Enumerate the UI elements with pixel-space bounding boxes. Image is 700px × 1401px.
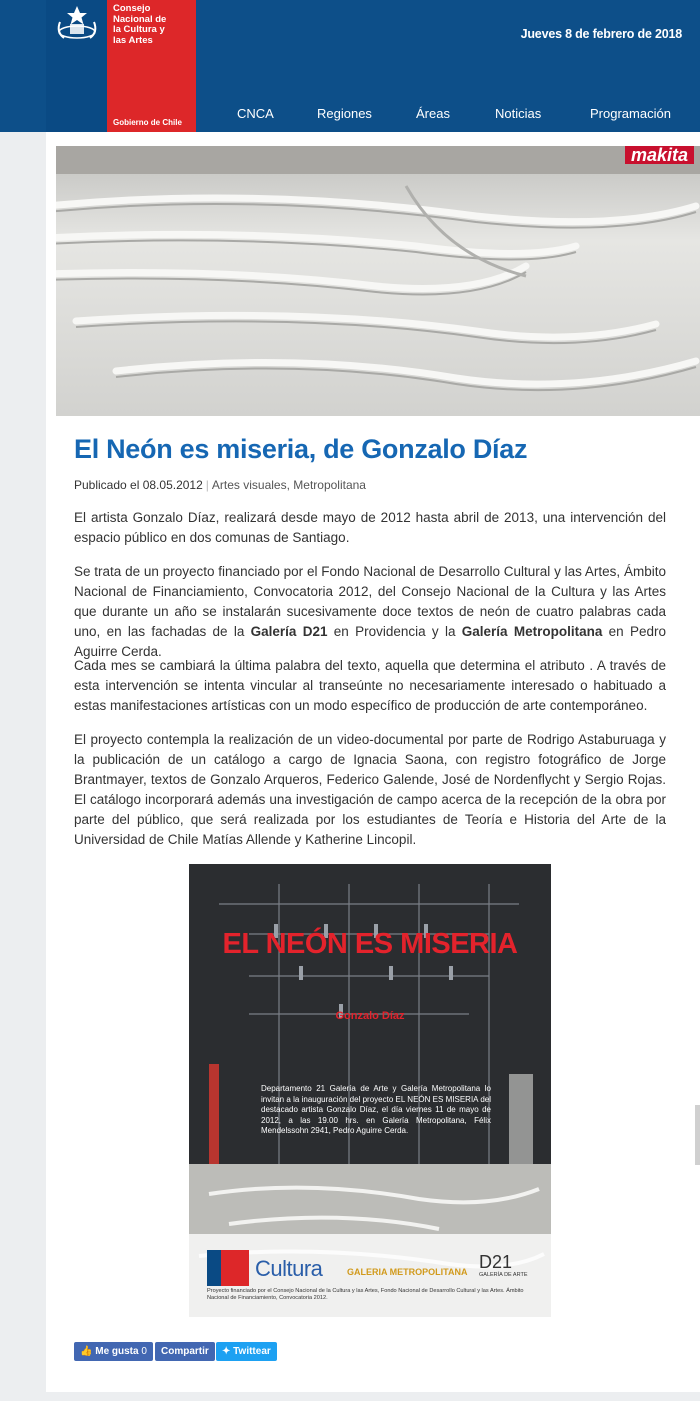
d21-logo-subtitle: GALERÍA DE ARTE	[479, 1272, 528, 1278]
nav-item-cnca[interactable]: CNCA	[237, 106, 274, 121]
d21-logo: D21	[479, 1252, 513, 1272]
article-categories[interactable]: Artes visuales, Metropolitana	[211, 478, 366, 492]
facebook-like-button[interactable]: 👍 Me gusta 0	[74, 1342, 153, 1361]
article-meta: Publicado el 08.05.2012 | Artes visuales, Metropolitana	[74, 478, 366, 492]
gobierno-chile-logo	[207, 1250, 249, 1286]
poster-title: EL NEÓN ES MISERIA	[222, 928, 518, 960]
paragraph-3: Cada mes se cambiará la última palabra del texto, aquella que determina el atributo . A través de esta intervención se intenta vincular al transeúnte no necesariamente interesado o habituado a estas manifestaciones artísticas con un modo específico de producción de arte contemporáneo.	[74, 658, 666, 713]
scrollbar-edge	[695, 1105, 700, 1165]
logo-gobierno-text: Gobierno de Chile	[113, 118, 182, 127]
paragraph-2: Se trata de un proyecto financiado por el Fondo Nacional de Desarrollo Cultural y las Artes, Ámbito Nacional de Financiamiento, Convocatoria 2012, del Consejo Nacional de la Cultura y las Artes que durante un año se instalarán sucesivamente doce textos de neón de cuatro palabras cada uno, en las fachadas de la Galería D21 en Providencia y la Galería Metropolitana en Pedro Aguirre Cerda.	[74, 564, 666, 659]
logo-text: Consejo Nacional de la Cultura y las Artes	[113, 3, 167, 46]
makita-brand-text: makita	[625, 146, 694, 164]
nav-item-programacion[interactable]: Programación	[590, 106, 671, 121]
twitter-tweet-button[interactable]: ✦ Twittear	[216, 1342, 277, 1361]
site-header	[0, 0, 700, 132]
nav-item-regiones[interactable]: Regiones	[317, 106, 372, 121]
nav-item-noticias[interactable]: Noticias	[495, 106, 542, 121]
current-date: Jueves 8 de febrero de 2018	[520, 27, 682, 41]
hero-image	[56, 146, 700, 416]
nav-item-areas[interactable]: Áreas	[416, 106, 450, 121]
like-count: 0	[141, 1346, 147, 1357]
poster-author: Gonzalo Díaz	[335, 1010, 405, 1022]
article-card	[46, 132, 700, 1392]
paragraph-4: El proyecto contempla la realización de un video-documental por parte de Rodrigo Astaburuaga y la publicación de un catálogo a cargo de Ignacia Saona, con registro fotográfico de Jorge Brantmayer, textos de Gonzalo Arqueros, Federico Galende, José de Nordenflycht y Sergio Rojas. El catálogo incorporará además una investigación de campo acerca de la recepción de la obra por parte del público, que será realizada por los estudiantes de Teoría e Historia del Arte de la Universidad de Chile Matías Allende y Katherine Lincopil.	[74, 732, 666, 847]
poster-footnote: Proyecto financiado por el Consejo Nacional de la Cultura y las Artes, Fondo Nacional de Desarrollo Cultural y las Artes. Ámbito Nacional de Financiamiento, Convocatoria 2012.	[207, 1288, 524, 1301]
poster-invitation: Departamento 21 Galería de Arte y Galería Metropolitana lo invitan a la inauguración del proyecto EL NEÓN ES MISERIA del destacado artista Gonzalo Díaz, el día viernes 11 de mayo de 2012, a las 19.00 hrs. en Galería Metropolitana, Félix Mendelssohn 2941, Pedro Aguirre Cerda.	[261, 1084, 491, 1135]
paragraph-1: El artista Gonzalo Díaz, realizará desde mayo de 2012 hasta abril de 2013, una intervención del espacio público en dos comunas de Santiago.	[74, 510, 666, 545]
cnca-logo[interactable]	[46, 0, 196, 132]
neon-tubes-photo	[56, 146, 700, 416]
galeria-d21-link: Galería D21	[250, 624, 328, 639]
facebook-share-button[interactable]: Compartir	[155, 1342, 215, 1361]
galeria-metropolitana-logo: GALERIA METROPOLITANA	[347, 1267, 468, 1277]
cultura-logo: Cultura	[255, 1256, 323, 1281]
galeria-metropolitana-link: Galería Metropolitana	[461, 624, 603, 639]
thumbs-up-icon: 👍	[80, 1346, 93, 1357]
event-poster[interactable]	[189, 864, 551, 1317]
chile-coat-of-arms-icon	[52, 2, 102, 42]
poster-logos	[189, 1234, 551, 1317]
article-title: El Neón es miseria, de Gonzalo Díaz	[74, 434, 528, 464]
twitter-bird-icon: ✦	[222, 1346, 231, 1357]
published-date: Publicado el 08.05.2012	[74, 478, 203, 492]
